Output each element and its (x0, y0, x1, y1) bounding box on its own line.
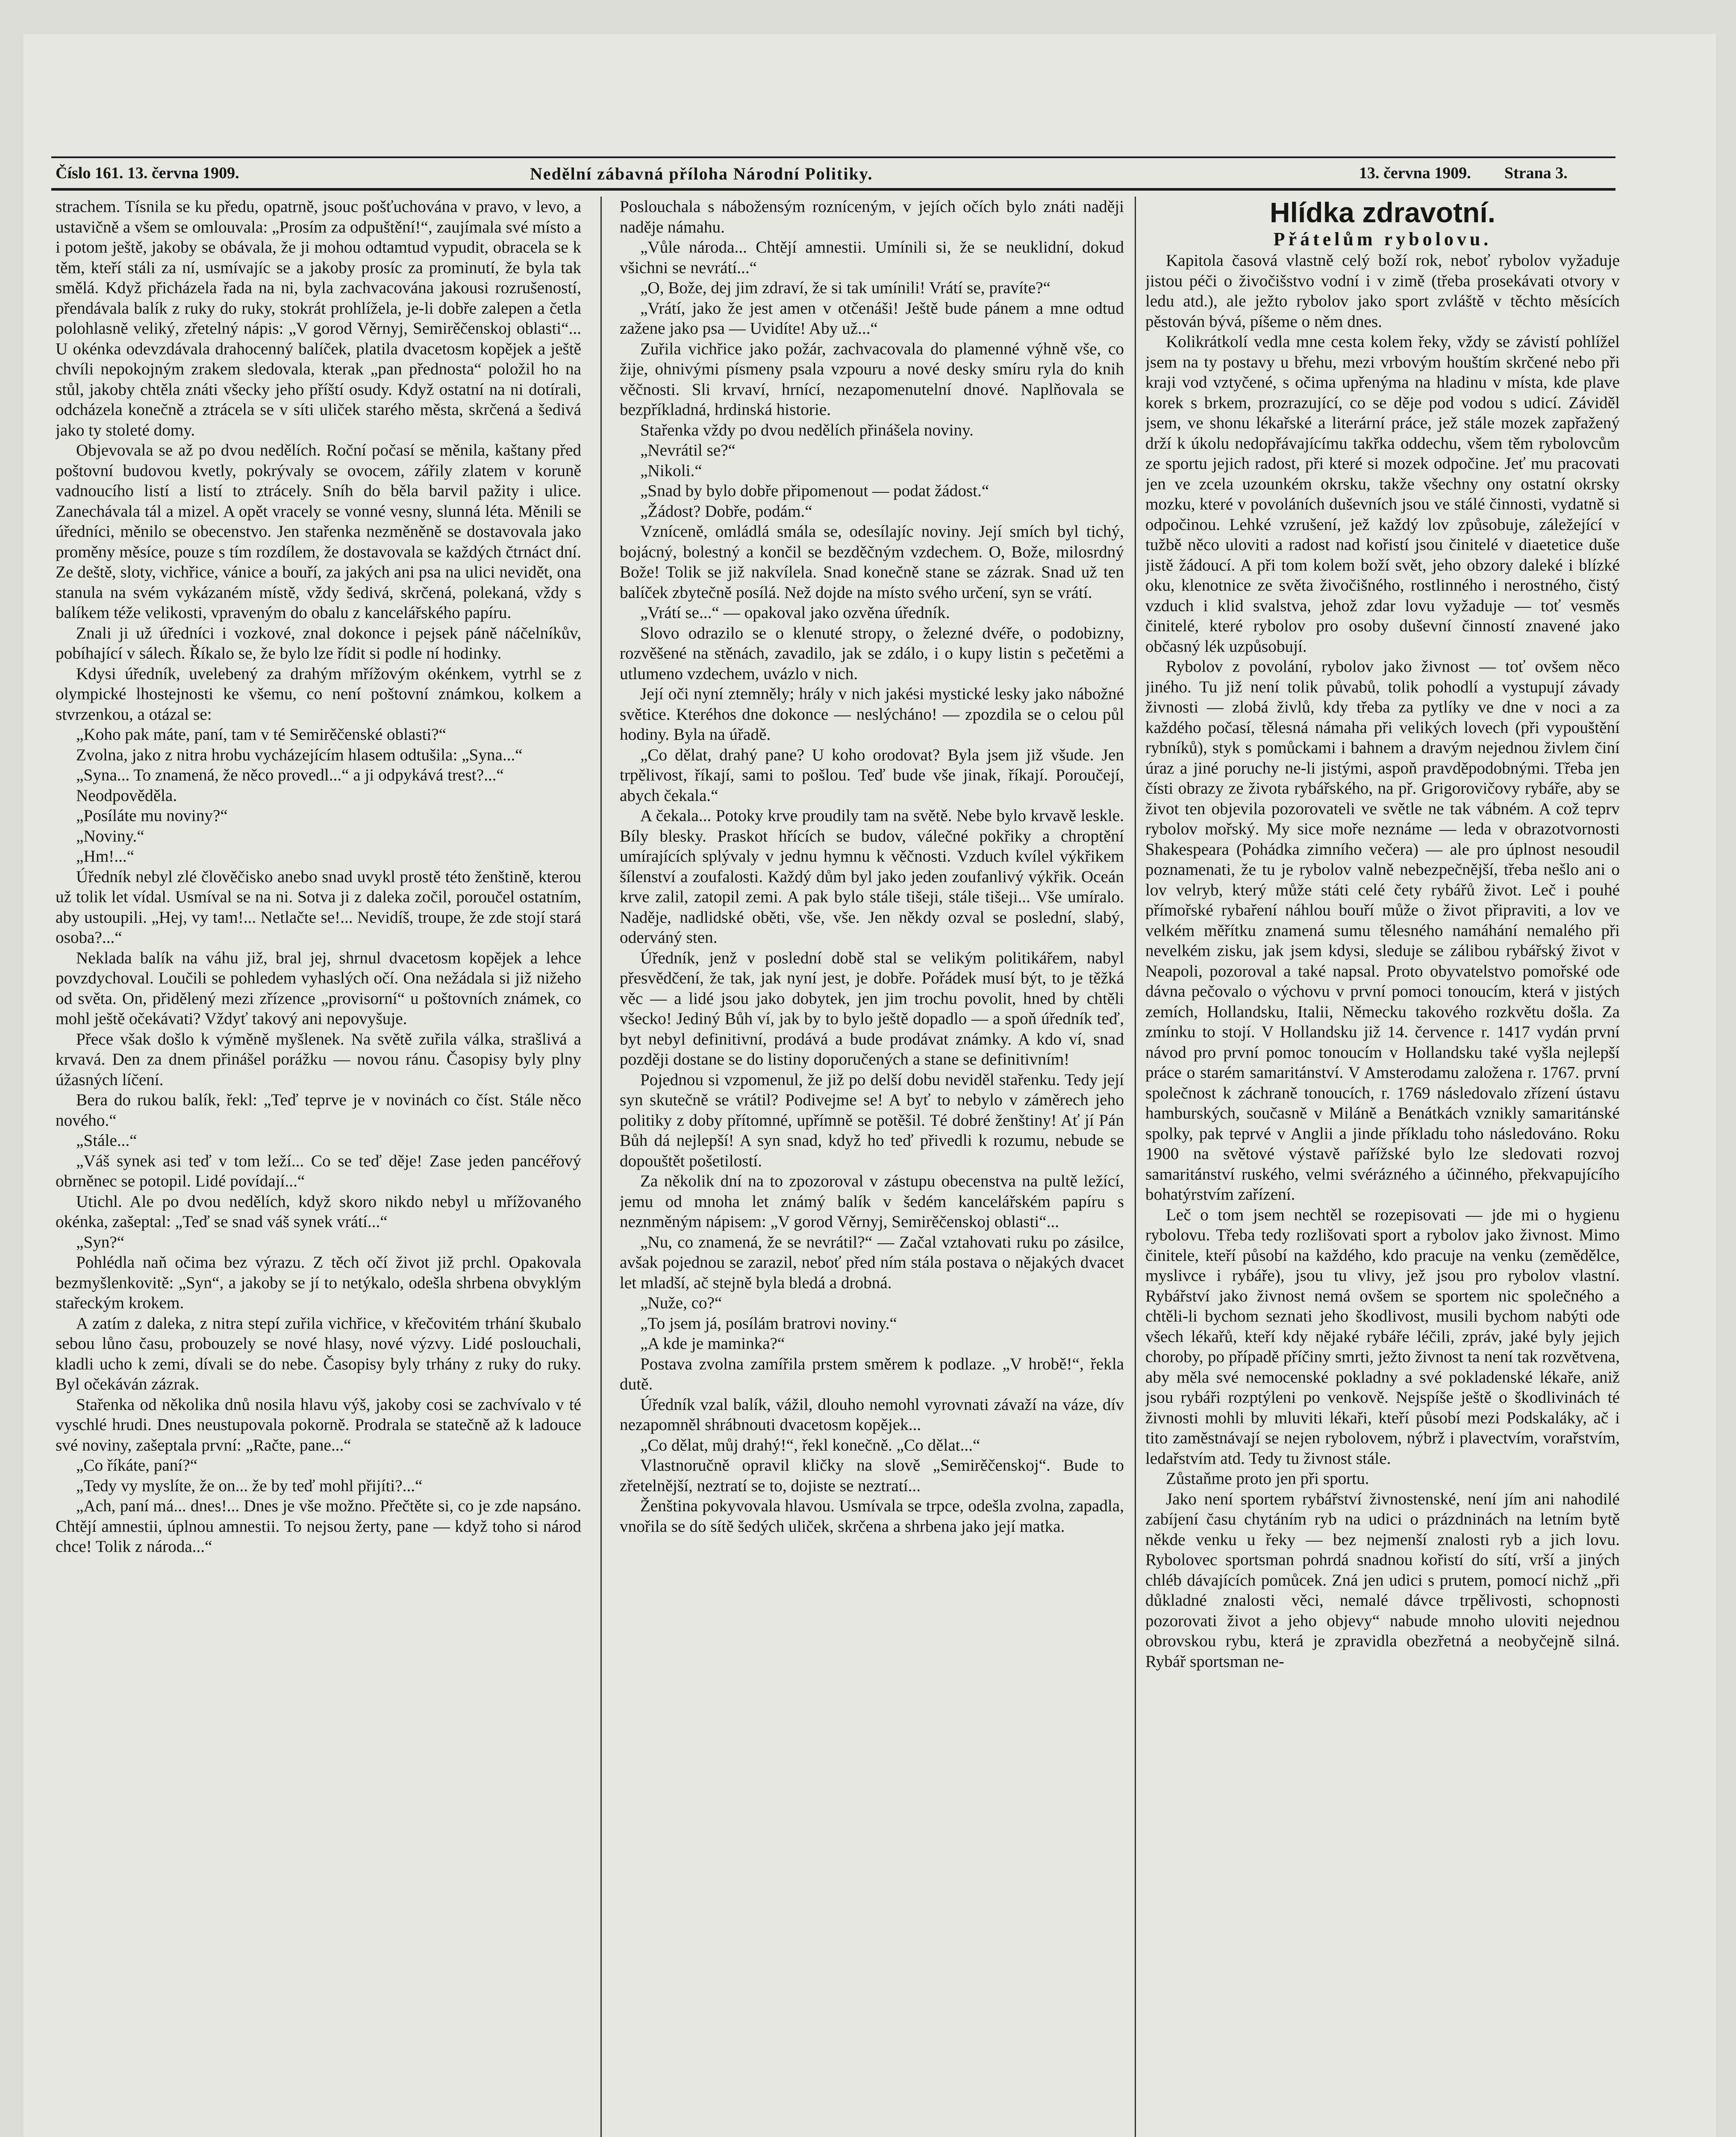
story-column-2 (620, 197, 1124, 2137)
paragraph: Neodpověděla. (76, 786, 177, 805)
paragraph: Leč o tom jsem nechtěl se rozepisovati — jde mi o hygienu rybolovu. Třeba tedy rozlišovati sport a rybolov jako živnost. Mimo činitele, kteří působí na každého, kdo pracuje na venku (zemědělce, myslivce i rybáře), jsou tu vlivy, jež jsou pro rybolov vlastní. Rybářství jako živnost nemá ovšem se sportem nic společného a chtěli-li bychom seznati jeho škodlivost, musili bychom nabýti ode všech lékařů, kteří kdy nějaké rybáře léčili, zpráv, jaké byly jejich choroby, po případě příčiny smrti, ježto živnost ta není tak rozvětvena, aby měla své nemocenské pokladny a své pokladenské lékaře, aniž jsou rybáři rozptýleni po venkově. Nejspíše ještě o škodlivinách té živnosti mohli by mluviti lékaři, kteří působí mezi Podskaláky, ač i tito zaměstnávají se nejen rybolovem, nýbrž i plavectvím, vorařstvím, ledařstvím atd. Tedy tu živnost stále. (1145, 1205, 1620, 1468)
paragraph: „Vrátí, jako že jest amen v otčenáši! Ještě bude pánem a mne odtud zažene jako psa — Uvidíte! Aby už...“ (620, 299, 1124, 338)
paragraph: Zůstaňme proto jen při sportu. (1166, 1469, 1369, 1488)
paragraph: Utichl. Ale po dvou nedělích, když skoro nikdo nebyl u mřížovaného okénka, zašeptal: „Teď se snad váš synek vrátí...“ (56, 1192, 581, 1231)
show-through-text (385, 128, 855, 147)
paragraph: „Nuže, co?“ (640, 1294, 722, 1312)
paragraph: Neklada balík na váhu již, bral jej, shrnul dvacetosm kopějek a lehce povzdychoval. Loučili se pohledem vyhaslých očí. Ona nežádala si již nižeho od světa. On, přidělený mezi zřízence „provisorní“ u poštovních známek, co mohl ještě očekávati? Vždyť takový ani nepovyšuje. (56, 948, 581, 1028)
health-column (1145, 197, 1620, 2137)
paragraph: „To jsem já, posílám bratrovi noviny.“ (640, 1314, 897, 1333)
paragraph: „Syn?“ (76, 1233, 125, 1251)
paragraph: „Nevrátil se?“ (640, 441, 736, 459)
paragraph: „Nikoli.“ (640, 461, 702, 480)
paragraph: „Noviny.“ (76, 827, 144, 845)
paragraph: „Hm!...“ (76, 847, 135, 865)
paragraph: Objevovala se až po dvou nedělích. Roční počasí se měnila, kaštany před poštovní budovou kvetly, pokrývaly se ovocem, zářily zlatem v koruně vadnoucího listí a listí to ztrácely. Sníh do běla barvil pažity i ulice. Zanechávala tál a mizel. A opět vracely se vonné vesny, slunná léta. Měnili se úředníci, měnilo se obecenstvo. Jen stařenka nezměněně se dostavovala jako proměny měsíce, pouze s tím rozdílem, že dostavovala se každých čtrnáct dní. Ze deště, sloty, vichřice, vánice a bouří, za jakých ani psa na ulici nevidět, ona stanula na svém vykázaném místě, vždy šedivá, skrčená, polekaná, vždy s balíkem téže velikosti, vpraveným do obalu z kancelářského papíru. (56, 441, 581, 622)
health-article-body (1145, 250, 1620, 1672)
header-date: 13. června 1909. (1359, 164, 1471, 182)
paragraph: Stařenka od několika dnů nosila hlavu výš, jakoby cosi se zachvívalo v té vyschlé hrudi. Dnes neustupovala pokorně. Prodrala se statečně až k ladouce své noviny, zašeptala první: „Račte, pane...“ (56, 1395, 581, 1454)
paragraph: „Vrátí se...“ — opakoval jako ozvěna úředník. (640, 603, 950, 622)
paragraph: Úředník vzal balík, vážil, dlouho nemohl vyrovnati závaží na váze, dív nezapomněl shrábnouti dvacetosm kopějek... (620, 1395, 1124, 1434)
paragraph: „Tedy vy myslíte, že on... že by teď mohl přijíti?...“ (76, 1476, 423, 1495)
paragraph: „Syna... To znamená, že něco provedl...“ a ji odpykává trest?...“ (76, 766, 504, 784)
paragraph: A čekala... Potoky krve proudily tam na světě. Nebe bylo krvavě leskle. Bíly blesky. Praskot hřících se budov, válečné pokřiky a chroptění umírajících splývaly v jednu hymnu k věčnosti. Vzduch kvílel výkřikem šílenství a zoufalosti. Každý dům byl jako jeden zoufanlivý výkřik. Oceán krve zalil, zatopil zemi. A pak bylo stále tišeji, stále tišeji... Vše umíralo. Naděje, nadlidské oběti, vše, vše. Jen někdy ozval se poslední, slabý, oderváný sten. (620, 807, 1124, 947)
column-rule-2 (1135, 197, 1136, 2137)
section-subtitle: Přátelům rybolovu. (1273, 229, 1492, 250)
paragraph: Slovo odrazilo se o klenuté stropy, o železné dvéře, o podobizny, rozvěšené na stěnách, zavadilo, jak se zdálo, i o kupy listin s pečetěmi a utlumeno vzdechem, uvázlo v nich. (620, 624, 1124, 683)
paragraph: Vzníceně, omládlá smála se, odesílajíc noviny. Její smích byl tichý, bojácný, bolestný a končil se bezděčným vzdechem. O, Bože, milosrdný Bože! Tolik se již nakvílela. Snad konečně stane se zázrak. Snad už ten balíček zbytečně posílá. Než dojde na místo svého určení, syn se vrátí. (620, 522, 1124, 602)
paragraph: Přece však došlo k výměně myšlenek. Na světě zuřila válka, strašlivá a krvavá. Den za dnem přinášel porážku — novou ránu. Časopisy byly plny úžasných líčení. (56, 1030, 581, 1089)
story-column-1 (56, 197, 581, 2137)
paragraph: „Vůle národa... Chtějí amnestii. Umínili si, že se neuklidní, dokud všichni se nevrátí...“ (620, 238, 1124, 277)
paragraph: „Koho pak máte, paní, tam v té Semirěčenské oblasti?“ (76, 725, 447, 744)
paragraph: Zvolna, jako z nitra hrobu vycházejícím hlasem odtušila: „Syna...“ (76, 745, 523, 764)
paragraph: Kolikrátkolí vedla mne cesta kolem řeky, vždy se závistí pohlížel jsem na ty postavy u břehu, mezi vrbovým houštím skrčené nebo při kraji vod vztyčené, s očima upřenýma na hladinu v místa, kde plave korek s brkem, prozrazující, co se děje pod vodou s udicí. Záviděl jsem, ve shonu lékařské a literární práce, jež stále mozek zapřažený drží k úkolu nedopřávajícímu takřka oddechu, všem těm rybolovcům ze sportu jejich radost, při které si mozek odpočine. Jeť mu pracovati jen ve zcela uzounkém okrsku, takže všechny ony ostatní okrsky mozku, které v povoláních duševních jsou ve stálé činnosti, vydatně si odpočinou. Lehké vzrušení, jež každý lov způsobuje, záležející v tužbě něco uloviti a radost nad kořistí jsou činitelé v diaetetice duše jistě žádoucí. A při tom kolem boží svět, jeho obzory daleké i blízké oku, klenotnice ze světa živočišného, rostlinného i nerostného, čistý vzduch i klid svalstva, jehož zdar lovu vyžaduje — toť vesměs činitelé, které rybolov pro osoby duševní činností znavené jako občasný lék uzpůsobují. (1145, 333, 1620, 656)
paragraph: „Žádost? Dobře, podám.“ (640, 502, 812, 521)
paragraph: Zuřila vichřice jako požár, zachvacovala do plamenné výhně vše, co žije, ohnivými písmeny psala vzpouru a nové desky smíru ryla do knih věčnosti. Sli krvaví, hrnící, nezapomenutelní dnové. Naplňovala se bezpříkladná, hrdinská historie. (620, 339, 1124, 419)
page-number: Strana 3. (1504, 164, 1568, 182)
header-bottom-rule (51, 188, 1615, 191)
paragraph: Vlastnoručně opravil kličky na slově „Semirěčenskoj“. Bude to zřetelnější, neztratí se to, dojiste se neztratí... (620, 1456, 1124, 1495)
supplement-title: Nedělní zábavná příloha Národní Politiky. (530, 164, 873, 183)
paragraph: Rybolov z povolání, rybolov jako živnost — toť ovšem něco jiného. Tu již není tolik půvabů, tolik pohodlí a vystupují závady živnosti — zlobá živlů, kdy třeba za pytlíky ve dne v noci a za každého počasí, tělesná námaha při velikých lovech (při vypouštění rybníků), styk s pomůckami i bahnem a dravým nejednou živlem činí úraz a jiné poruchy ne-li jistými, aspoň pravděpodobnými. Třeba jen čísti obrazy ze života rybářského, na př. Grigorovičovy rybáře, aby se život ten objevila pozorovateli ve světle ne tak vábném. A což teprv rybolov mořský. My sice moře neznáme — leda v obrazotvornosti Shakespeara (Pohádka zimního večera) — ale pro úplnost nesoudil poznamenati, že tu je rybolov valně nebezpečnější, třeba nešlo ani o lov velryb, který může státi celé čety rybářů život. Leč i pouhé přímořské rybaření náhlou bouří může o život připraviti, a lov ve velkém měřítku znamená sumu tělesného namáhání nemalého při nevelkém zisku, jak jsem kdysi, sleduje se zálibou rybářský život v Neapoli, pozoroval a také napsal. Proto obyvatelstvo pomořské ode dávna pečovalo o výchovu v první pomoci tonoucím, která v jistých zemích, Hollandsku, Italii, Německu takového rozkvětu došla. Za zmínku to stojí. V Hollandsku již 14. července r. 1417 vydán první návod pro první pomoc tonoucím v Hollandsku také vyšla nejlepší práce o starém samaritánství. V Amsterodamu založena r. 1767. první společnost k záchraně tonoucích, r. 1769 následovalo zřízení ústavu hamburských, současně v Miláně a Benátkách vznikly samaritánské spolky, pak teprvé v Anglii a jinde příkladu toho následováno. Roku 1900 na světové výstavě pařížské bylo lze sledovati rozvoj samaritánství ruského, velmi svérázného a účinného, překvapujícího bohatýrstvím zařízení. (1145, 657, 1620, 1204)
paragraph: Za několik dní na to zpozoroval v zástupu obecenstva na pultě ležící, jemu od mnoha let známý balík v šedém kancelářském papíru s neznměným nápisem: „V gorod Věrnyj, Semirěčenskoj oblasti“... (620, 1172, 1124, 1231)
paragraph: „Co říkáte, paní?“ (76, 1456, 197, 1475)
paragraph: „O, Bože, dej jim zdraví, že si tak umínili! Vrátí se, pravíte?“ (640, 279, 1050, 297)
paragraph: „Posíláte mu noviny?“ (76, 807, 228, 825)
paragraph: „Snad by bylo dobře připomenout — podat žádost.“ (640, 482, 989, 500)
paragraph: Jako není sportem rybářství živnostenské, není jím ani nahodilé zabíjení času chytáním ryb na udici o prázdninách na letním bytě někde venku u řeky — bez nejmenší znalosti ryb a jich lovu. Rybolovec sportsman pohrdá snadnou kořistí do sítí, vrší a jiných chléb dávajících pomůcek. Zná jen udici s prutem, pomocí nichž „při důkladné znalosti věci, nemalé dávce trpělivosti, schopnosti pozorovati život a jeho objevy“ nabude mnoho uloviti nejednou obrovskou rybu, která je zpravidla obezřetná a neobyčejně silná. Rybář sportsman ne- (1145, 1489, 1620, 1671)
paragraph: „Nu, co znamená, že se nevrátil?“ — Začal vztahovati ruku po zásilce, avšak pojednou se zarazil, neboť před ním stála postava o nějakých dvacet let mladší, ač stejně byla bledá a drobná. (620, 1233, 1124, 1292)
paragraph: Stařenka vždy po dvou nedělích přinášela noviny. (640, 421, 974, 439)
paragraph: Úředník nebyl zlé člověčisko anebo snad uvykl prostě této ženštině, kterou už tolik let vídal. Usmíval se na ni. Sotva ji z daleka zočil, poroučel ostatním, aby ustoupili. „Hej, vy tam!... Netlačte se!... Nevidíš, troupe, že zde stojí stará osoba?...“ (56, 867, 581, 947)
paragraph: Bera do rukou balík, řekl: „Teď teprve je v novinách co číst. Stále něco nového.“ (56, 1091, 581, 1130)
paragraph: strachem. Tísnila se ku předu, opatrně, jsouc pošťuchována v pravo, v levo, a ustavičně a všem se omlouvala: „Prosím za odpuštění!“, zaujímala své místo a i potom ještě, jakoby se obávala, že ji mohou odtamtud vypudit, obracela se k těm, kteří stáli za ní, usmívajíc se a jakoby prosíc za prominutí, že byla tak smělá. Když přicházela řada na ni, byla zachvacována jakousi rozrušeností, přendávala balík z ruky do ruky, stokrát prohlížela, je-li dobře zalepen a četla polohlasně veliký, zřetelný nápis: „V gorod Věrnyj, Semirěčenskoj oblasti“... U okénka odevzdávala drahocenný balíček, platila dvacetosm kopějek a ještě chvíli nepokojným zrakem sledovala, kterak „pan přednosta“ položil ho na stůl, jakoby chtěla znáti všecky jeho příští osudy. Když ostatní na ni dotírali, odcházela konečně a ztrácela se v síti uliček starého města, skrčená a šedivá jako ty stoleté domy. (56, 197, 581, 439)
paragraph: Kapitola časová vlastně celý boží rok, neboť rybolov vyžaduje jistou péči o živočišstvo vodní i v zimě (třeba prosekávati otvory v ledu atd.), ale ježto rybolov jako sport zvláště v těchto měsících pěstován bývá, píšeme o něm dnes. (1145, 251, 1620, 331)
paragraph: Znali ji už úředníci i vozkové, znal dokonce i pejsek páně náčelníkův, pobíhající v sálech. Říkalo se, že bylo lze řídit si podle ní hodinky. (56, 624, 581, 662)
paragraph: Postava zvolna zamířila prstem směrem k podlaze. „V hrobě!“, řekla dutě. (620, 1354, 1124, 1393)
paragraph: Pojednou si vzpomenul, že již po delší dobu neviděl stařenku. Tedy její syn skutečně se vrátil? Podivejme se! A byť to nebylo v záměrech jeho politiky z doby přítomné, upřímně se potěšil. Té dobré ženštiny! Ať jí Pán Bůh dá nejlepší! A syn snad, když ho teď přivedli k rozumu, nebude se dopouštět pošetilostí. (620, 1070, 1124, 1170)
header-top-rule (51, 156, 1615, 158)
paragraph: „Co dělat, drahý pane? U koho orodovat? Byla jsem již všude. Jen trpělivost, říkají, sami to pošlou. Teď bude vše jinak, říkají. Poroučejí, abych čekala.“ (620, 745, 1124, 805)
paragraph: Ženština pokyvovala hlavou. Usmívala se trpce, odešla zvolna, zapadla, vnořila se do sítě šedých uliček, skrčena a shrbena jako její matka. (620, 1497, 1124, 1536)
paragraph: „Váš synek asi teď v tom leží... Co se teď děje! Zase jeden pancéřový obrněnec se potopil. Lidé povídají...“ (56, 1151, 581, 1190)
paragraph: Její oči nyní ztemněly; hrály v nich jakési mystické lesky jako nábožné světice. Kteréhos dne dokonce — neslýcháno! — zpozdila se o celou půl hodiny. Byla na úřadě. (620, 685, 1124, 744)
running-header (51, 160, 1615, 187)
paragraph: Kdysi úředník, uvelebený za drahým mřížovým okénkem, vytrhl se z olympické lhostejnosti ke všemu, co není poštovní známkou, kolkem a stvrzenkou, a otázal se: (56, 664, 581, 724)
paragraph: „A kde je maminka?“ (640, 1334, 785, 1353)
paragraph: „Stále...“ (76, 1131, 137, 1150)
section-title: Hlídka zdravotní. (1269, 197, 1496, 228)
paragraph: Pohlédla naň očima bez výrazu. Z těch očí život již prchl. Opakovala bezmyšlenkovitě: „Syn“, a jakoby se jí to netýkalo, odešla shrbena obvyklým stařeckým krokem. (56, 1253, 581, 1312)
paragraph: „Ach, paní má... dnes!... Dnes je vše možno. Přečtěte si, co je zde napsáno. Chtějí amnestii, úplnou amnestii. To nejsou žerty, pane — když toho si národ chce! Tolik z národa...“ (56, 1497, 581, 1556)
paragraph: „Co dělat, můj drahý!“, řekl konečně. „Co dělat...“ (640, 1436, 980, 1454)
issue-number: Číslo 161. 13. června 1909. (56, 164, 239, 182)
paragraph: A zatím z daleka, z nitra stepí zuřila vichřice, v křečovitém trhání škubalo sebou lůno času, probouzely se nové hlasy, nové výzvy. Lidé poslouchali, kladli ucho k zemi, dívali se do nebe. Časopisy byly trhány z ruky do ruky. Byl očekáván zázrak. (56, 1314, 581, 1393)
paragraph: Poslouchala s nábožensým rozníceným, v jejích očích bylo znáti naději naděje námahu. (620, 197, 1124, 236)
column-rule-1 (600, 197, 602, 2137)
paragraph: Úředník, jenž v poslední době stal se velikým politikářem, nabyl přesvědčení, že tak, jak nyní jest, je dobře. Pořádek musí být, to je těžká věc — a lidé jsou jako dobytek, jen jim trochu povolit, hned by chtěli všecko! Jediný Bůh ví, jak by to bylo ještě dopadlo — a spoň úředník teď, byt nebyl definitivní, prodává a bude prodávat známky. A kdo ví, snad později dostane se do listiny doporučených a stane se definitivním! (620, 948, 1124, 1068)
